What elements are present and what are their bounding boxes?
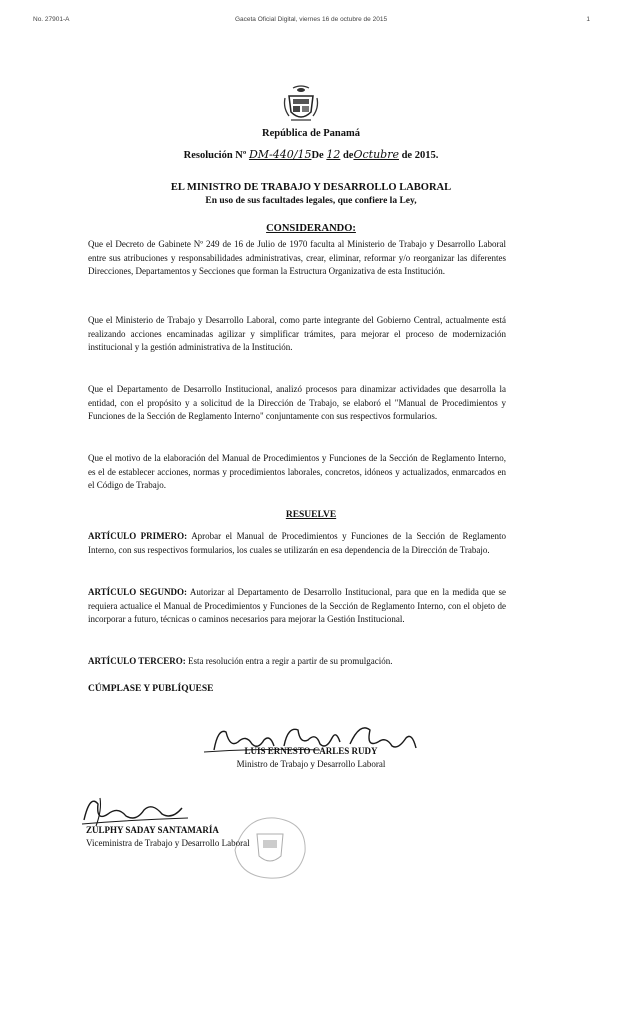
gazette-number: No. 27901-A [33,16,70,23]
minister-role: Ministro de Trabajo y Desarrollo Laboral [236,759,386,769]
panama-coat-of-arms-icon [281,84,321,126]
authority-faculties: En uso de sus facultades legales, que confiere la Ley, [205,196,417,206]
considerando-paragraph: Que el Ministerio de Trabajo y Desarrollo Laboral, como parte integrante del Gobierno Central, actualmente está realizando acciones encaminadas agilizar y simplificar trámites, para mejorar el proceso de modernización institucional y la gestión administrativa de la Institución. [88,315,506,352]
minister-name: LUIS ERNESTO CARLES RUDY [244,746,378,756]
article-second [88,586,506,627]
resolution-de: De [311,150,324,161]
resuelve-heading: RESUELVE [285,510,337,520]
viceminister-signature [78,790,218,830]
resolution-prefix: Resolución Nº [183,150,247,161]
article-text: Autorizar al Departamento de Desarrollo Institucional, para que en la medida que se requiera actualice el Manual de Procedimientos y Funciones de la Sección de Reglamento Interno, con el objeto de incorporar a futuro, técnicas o caminos necesarios para mejorar la Gestión Institucional. [88,587,506,624]
closing-formula: CÚMPLASE Y PUBLÍQUESE [88,684,214,694]
authority-title: EL MINISTRO DE TRABAJO Y DESARROLLO LABORAL [170,182,452,193]
viceminister-name: ZULPHY SADAY SANTAMARÍA [86,825,219,835]
article-text: Aprobar el Manual de Procedimientos y Funciones de la Sección de Reglamento Interno, con sus respectivos formularios, los cuales se utilizarán en esa dependencia de la Dirección de Trabajo. [88,531,507,555]
considerando-paragraph: Que el Decreto de Gabinete Nº 249 de 16 de Julio de 1970 faculta al Ministerio de Trabajo y Desarrollo Laboral entre sus atribuciones y responsabilidades administrativas, crear, eliminar, reformar y/o reorganizar las diferentes Direcciones, Departamentos y Secciones que forman la Estructura Organizativa de esta Institución. [88,239,506,276]
considerando-heading: CONSIDERANDO: [266,223,356,234]
article-label: ARTÍCULO TERCERO: [88,656,186,666]
page-number: 1 [586,16,590,23]
considerando-paragraph: Que el motivo de la elaboración del Manual de Procedimientos y Funciones de la Sección de Reglamento Interno, es el de establecer acciones, normas y procedimientos laborales, concretos, idóneos y actualizados, enmarcados en el Código de Trabajo. [88,453,506,490]
article-first [88,530,506,557]
viceminister-role: Viceministra de Trabajo y Desarrollo Laboral [86,838,250,848]
resolution-month: Octubre [353,148,399,161]
resolution-line [0,148,622,161]
resolution-de-2: de [342,150,354,161]
gazette-title: Gaceta Oficial Digital, viernes 16 de octubre de 2015 [234,16,388,23]
article-text: Esta resolución entra a regir a partir de su promulgación. [188,656,393,666]
resolution-year: de 2015. [401,150,439,161]
article-label: ARTÍCULO SEGUNDO: [88,587,188,597]
resolution-number: DM-440/15 [248,148,312,161]
country-heading: República de Panamá [261,128,360,139]
article-third [88,655,506,669]
article-label: ARTÍCULO PRIMERO: [88,531,188,541]
considerando-paragraph: Que el Departamento de Desarrollo Institucional, analizó procesos para dinamizar actividades que desarrolla la entidad, con el propósito y a solicitud de la Dirección de Trabajo, se elaboró el "Manual de Procedimientos y Funciones de la Sección de Reglamento Interno" conjuntamente con sus respectivos formularios. [88,384,506,421]
resolution-day: 12 [326,148,341,161]
